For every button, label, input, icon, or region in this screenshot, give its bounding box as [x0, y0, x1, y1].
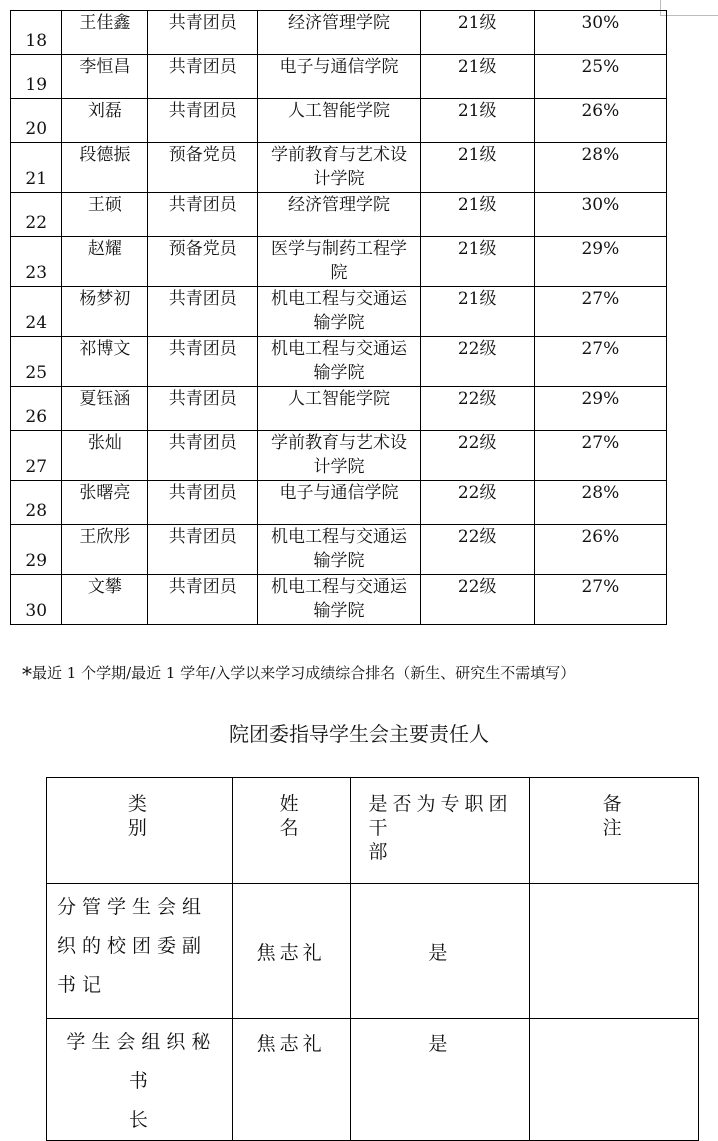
member-rank: 27%	[534, 575, 666, 625]
member-row	[11, 431, 667, 481]
member-college: 机电工程与交通运 输学院	[258, 525, 420, 575]
member-college: 电子与通信学院	[258, 481, 420, 525]
member-row	[11, 287, 667, 337]
member-name: 夏钰涵	[62, 387, 148, 431]
member-row	[11, 11, 667, 55]
member-college: 经济管理学院	[258, 193, 420, 237]
member-political-status: 共青团员	[148, 287, 258, 337]
member-name: 祁博文	[62, 337, 148, 387]
member-grade: 22级	[420, 431, 534, 481]
member-college: 学前教育与艺术设 计学院	[258, 143, 420, 193]
member-row	[11, 481, 667, 525]
leaders-row-category: 分管学生会组 织的校团委副 书记	[47, 884, 233, 1019]
member-row	[11, 337, 667, 387]
member-college: 电子与通信学院	[258, 55, 420, 99]
member-row	[11, 237, 667, 287]
member-name: 张灿	[62, 431, 148, 481]
header-remark: 备 注	[530, 778, 699, 884]
member-name: 李恒昌	[62, 55, 148, 99]
member-name: 张曙亮	[62, 481, 148, 525]
leaders-row-name: 焦志礼	[232, 1019, 350, 1141]
member-rank: 30%	[534, 193, 666, 237]
footnote	[22, 662, 575, 686]
member-rank: 29%	[534, 237, 666, 287]
leaders-row-category: 学生会组织秘书 长	[47, 1019, 233, 1141]
member-number: 25	[11, 337, 62, 387]
member-political-status: 共青团员	[148, 481, 258, 525]
member-number: 29	[11, 525, 62, 575]
member-rank: 30%	[534, 11, 666, 55]
member-political-status: 共青团员	[148, 525, 258, 575]
footnote-star: *	[22, 662, 32, 686]
leaders-table	[46, 777, 699, 1141]
member-political-status: 共青团员	[148, 431, 258, 481]
leaders-row-fulltime: 是	[350, 884, 530, 1019]
member-college: 经济管理学院	[258, 11, 420, 55]
members-table	[10, 10, 667, 625]
member-rank: 25%	[534, 55, 666, 99]
header-fulltime: 是否为专职团干 部	[350, 778, 530, 884]
member-rank: 27%	[534, 337, 666, 387]
member-rank: 26%	[534, 99, 666, 143]
member-political-status: 共青团员	[148, 193, 258, 237]
member-rank: 28%	[534, 481, 666, 525]
member-name: 段德振	[62, 143, 148, 193]
member-grade: 21级	[420, 143, 534, 193]
member-number: 27	[11, 431, 62, 481]
member-number: 20	[11, 99, 62, 143]
member-grade: 21级	[420, 237, 534, 287]
member-grade: 22级	[420, 575, 534, 625]
footnote-text: 最近 1 个学期/最近 1 学年/入学以来学习成绩综合排名（新生、研究生不需填写）	[32, 664, 576, 682]
leaders-row	[47, 884, 699, 1019]
member-grade: 21级	[420, 99, 534, 143]
member-row	[11, 387, 667, 431]
member-number: 30	[11, 575, 62, 625]
member-row	[11, 575, 667, 625]
member-row	[11, 193, 667, 237]
member-number: 19	[11, 55, 62, 99]
member-number: 24	[11, 287, 62, 337]
member-grade: 21级	[420, 11, 534, 55]
member-number: 23	[11, 237, 62, 287]
member-row	[11, 525, 667, 575]
member-grade: 21级	[420, 55, 534, 99]
member-name: 王硕	[62, 193, 148, 237]
member-college: 学前教育与艺术设 计学院	[258, 431, 420, 481]
member-college: 医学与制药工程学 院	[258, 237, 420, 287]
member-name: 王佳鑫	[62, 11, 148, 55]
member-political-status: 共青团员	[148, 387, 258, 431]
leaders-row-remark	[530, 1019, 699, 1141]
member-number: 18	[11, 11, 62, 55]
member-grade: 21级	[420, 193, 534, 237]
member-name: 王欣彤	[62, 525, 148, 575]
leaders-row	[47, 1019, 699, 1141]
member-political-status: 共青团员	[148, 55, 258, 99]
member-political-status: 预备党员	[148, 143, 258, 193]
member-college: 机电工程与交通运 输学院	[258, 337, 420, 387]
member-college: 人工智能学院	[258, 387, 420, 431]
member-grade: 22级	[420, 481, 534, 525]
member-row	[11, 99, 667, 143]
member-name: 文攀	[62, 575, 148, 625]
leaders-header-row	[47, 778, 699, 884]
member-political-status: 共青团员	[148, 99, 258, 143]
member-row	[11, 55, 667, 99]
member-number: 21	[11, 143, 62, 193]
header-category: 类 别	[47, 778, 233, 884]
page-corner-mark	[660, 0, 718, 16]
member-name: 杨梦初	[62, 287, 148, 337]
member-grade: 21级	[420, 287, 534, 337]
member-political-status: 预备党员	[148, 237, 258, 287]
member-political-status: 共青团员	[148, 11, 258, 55]
member-rank: 26%	[534, 525, 666, 575]
member-row	[11, 143, 667, 193]
leaders-row-remark	[530, 884, 699, 1019]
member-name: 刘磊	[62, 99, 148, 143]
member-number: 28	[11, 481, 62, 525]
member-number: 22	[11, 193, 62, 237]
member-number: 26	[11, 387, 62, 431]
member-rank: 27%	[534, 431, 666, 481]
member-college: 机电工程与交通运 输学院	[258, 287, 420, 337]
member-name: 赵耀	[62, 237, 148, 287]
leaders-section-title: 院团委指导学生会主要责任人	[229, 722, 489, 746]
leaders-row-name: 焦志礼	[232, 884, 350, 1019]
member-grade: 22级	[420, 525, 534, 575]
leaders-row-fulltime: 是	[350, 1019, 530, 1141]
member-rank: 27%	[534, 287, 666, 337]
member-rank: 28%	[534, 143, 666, 193]
member-political-status: 共青团员	[148, 575, 258, 625]
member-grade: 22级	[420, 387, 534, 431]
header-name: 姓 名	[232, 778, 350, 884]
member-political-status: 共青团员	[148, 337, 258, 387]
member-college: 人工智能学院	[258, 99, 420, 143]
member-grade: 22级	[420, 337, 534, 387]
member-rank: 29%	[534, 387, 666, 431]
member-college: 机电工程与交通运 输学院	[258, 575, 420, 625]
